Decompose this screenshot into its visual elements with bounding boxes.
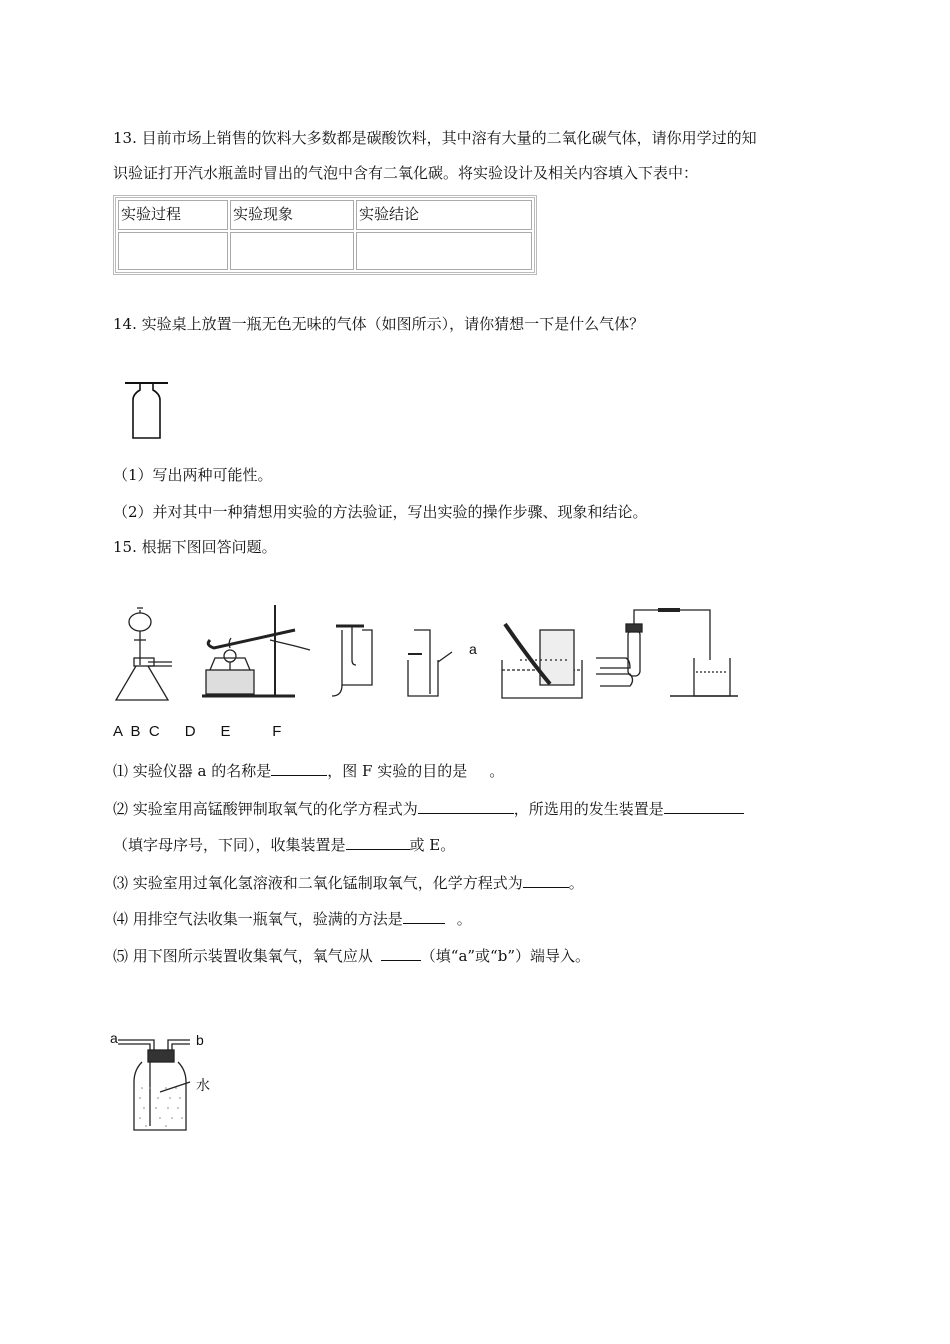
answer-blank-4[interactable] xyxy=(403,907,445,924)
q15-p2 xyxy=(113,797,744,819)
q14-line1: 14. 实验桌上放置一瓶无色无味的气体（如图所示），请你猜想一下是什么气体？ xyxy=(113,315,645,333)
q15-p2-text-a: ⑵ 实验室用高锰酸钾制取氧气的化学方程式为 xyxy=(113,800,418,818)
q15-p2c-text-b: 或 E。 xyxy=(409,836,456,854)
q15-p2-text-b: ，所选用的发生装置是 xyxy=(513,800,664,818)
q14-sub1: （1）写出两种可能性。 xyxy=(113,466,273,484)
bottle-label-a: a xyxy=(110,1030,118,1046)
apparatus-label-a: a xyxy=(469,641,477,657)
q15-p1 xyxy=(113,759,504,781)
answer-blank-2b[interactable] xyxy=(664,797,744,814)
q15-p3 xyxy=(113,871,584,893)
table-cell-process[interactable] xyxy=(118,232,228,270)
q15-p2c xyxy=(113,833,455,855)
q15-p1-text-c: 。 xyxy=(489,762,505,780)
q14-sub2: （2）并对其中一种猜想用实验的方法验证，写出实验的操作步骤、现象和结论。 xyxy=(113,503,648,521)
answer-blank-1a[interactable] xyxy=(271,759,327,776)
table-header-conclusion: 实验结论 xyxy=(356,200,532,230)
answer-blank-3[interactable] xyxy=(523,871,569,888)
q15-p1-text-a: ⑴ 实验仪器 a 的名称是 xyxy=(113,762,272,780)
q15-p5-text-a: ⑸ 用下图所示装置收集氧气，氧气应从 xyxy=(113,947,373,965)
q13-line1: 13. 目前市场上销售的饮料大多数都是碳酸饮料，其中溶有大量的二氧化碳气体，请你用学过的知 xyxy=(113,129,757,147)
q15-p3-text-a: ⑶ 实验室用过氧化氢溶液和二氧化锰制取氧气，化学方程式为 xyxy=(113,874,523,892)
q15-p5 xyxy=(113,944,590,966)
bottle-label-b: b xyxy=(196,1032,204,1048)
q15-line1: 15. 根据下图回答问题。 xyxy=(113,538,277,556)
q15-p1-text-b: ，图 F 实验的目的是 xyxy=(327,762,468,780)
bottle-label-water: 水 xyxy=(196,1077,210,1093)
apparatus-figure xyxy=(110,600,740,705)
table-cell-conclusion[interactable] xyxy=(356,232,532,270)
apparatus-letters: A B C D E F xyxy=(113,723,282,740)
q15-p2c-text-a: （填字母序号，下同），收集装置是 xyxy=(113,836,346,854)
table-header-phenomenon: 实验现象 xyxy=(230,200,354,230)
q15-p5-text-b: （填“a”或“b”）端导入。 xyxy=(420,947,591,965)
gas-bottle-figure xyxy=(120,380,180,442)
q15-p4 xyxy=(113,907,472,929)
table-header-process: 实验过程 xyxy=(118,200,228,230)
answer-blank-5[interactable] xyxy=(381,944,421,961)
answer-blank-2c[interactable] xyxy=(346,833,410,850)
q13-line2: 识验证打开汽水瓶盖时冒出的气泡中含有二氧化碳。将实验设计及相关内容填入下表中： xyxy=(113,164,699,182)
table-cell-phenomenon[interactable] xyxy=(230,232,354,270)
q15-p4-text-a: ⑷ 用排空气法收集一瓶氧气，验满的方法是 xyxy=(113,910,403,928)
q15-p4-text-b: 。 xyxy=(456,910,472,928)
q13-table xyxy=(113,195,537,275)
q15-p3-text-b: 。 xyxy=(568,874,584,892)
answer-blank-2a[interactable] xyxy=(418,797,514,814)
